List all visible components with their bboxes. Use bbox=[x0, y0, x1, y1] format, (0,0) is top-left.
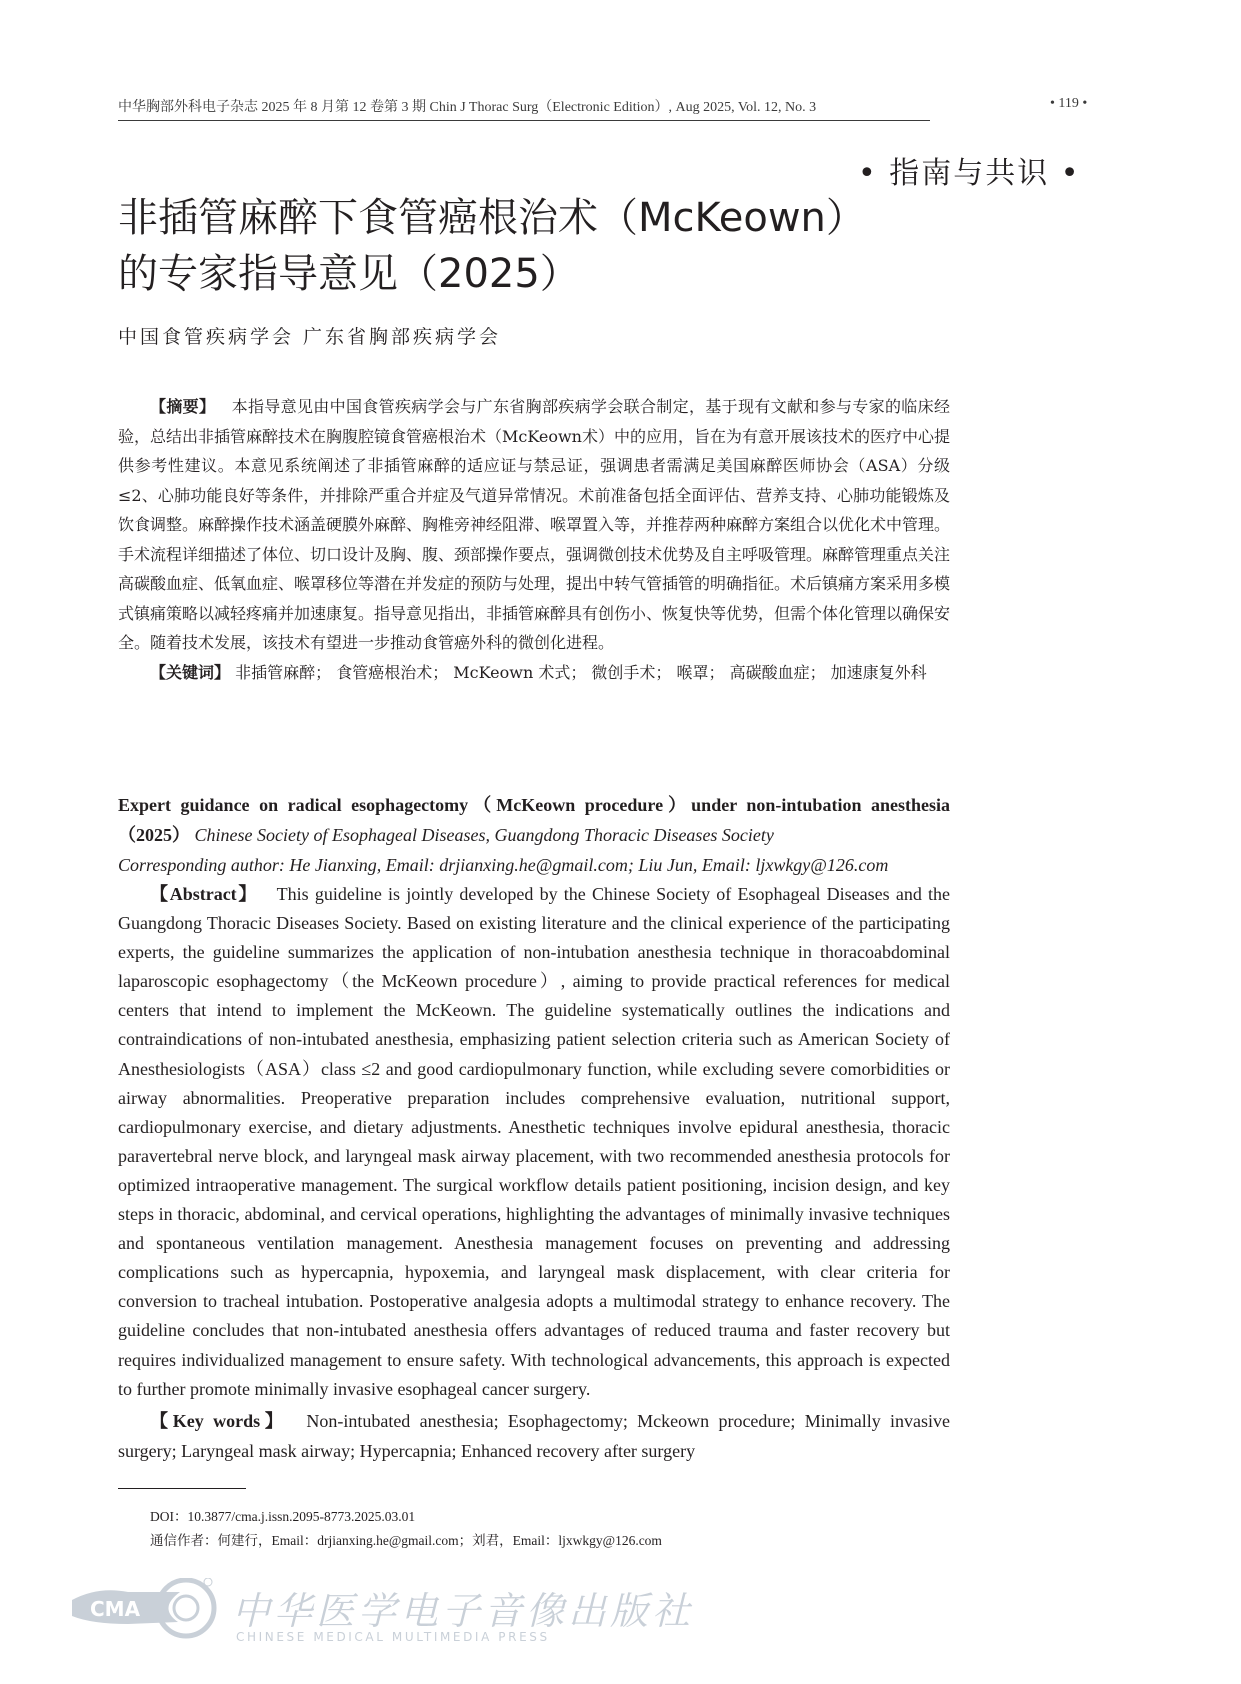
abstract-cn-label: 【摘要】 bbox=[150, 397, 216, 416]
publisher-name-en: CHINESE MEDICAL MULTIMEDIA PRESS bbox=[236, 1630, 550, 1644]
keywords-cn-paragraph bbox=[118, 658, 950, 688]
abstract-cn bbox=[118, 392, 950, 687]
title-line-1: 非插管麻醉下食管癌根治术（McKeown） bbox=[118, 195, 866, 241]
english-heading bbox=[118, 790, 950, 850]
footnote-divider bbox=[118, 1488, 246, 1489]
title-line-2: 的专家指导意见（2025） bbox=[118, 251, 580, 297]
english-section bbox=[118, 790, 950, 1466]
keywords-en-text: Non-intubated anesthesia; Esophagectomy; Mckeown procedure; Minimally invasive surgery; Laryngeal mask airway; Hypercapnia; Enhanced recovery after surgery bbox=[118, 1410, 950, 1461]
keywords-cn-text: 非插管麻醉； 食管癌根治术； McKeown 术式； 微创手术； 喉罩； 高碳酸血症； 加速康复外科 bbox=[235, 662, 927, 682]
abstract-cn-text: 本指导意见由中国食管疾病学会与广东省胸部疾病学会联合制定，基于现有文献和参与专家的临床经验，总结出非插管麻醉技术在胸腹腔镜食管癌根治术（McKeown术）中的应用，旨在为有意开展该技术的医疗中心提供参考性建议。本意见系统阐述了非插管麻醉的适应证与禁忌证，强调患者需满足美国麻醉医师协会（ASA）分级≤2、心肺功能良好等条件，并排除严重合并症及气道异常情况。术前准备包括全面评估、营养支持、心肺功能锻炼及饮食调整。麻醉操作技术涵盖硬膜外麻醉、胸椎旁神经阻滞、喉罩置入等，并推荐两种麻醉方案组合以优化术中管理。手术流程详细描述了体位、切口设计及胸、腹、颈部操作要点，强调微创技术优势及自主呼吸管理。麻醉管理重点关注高碳酸血症、低氧血症、喉罩移位等潜在并发症的预防与处理，提出中转气管插管的明确指征。术后镇痛方案采用多模式镇痛策略以减轻疼痛并加速康复。指导意见指出，非插管麻醉具有创伤小、恢复快等优势，但需个体化管理以确保安全。随着技术发展，该技术有望进一步推动食管癌外科的微创化进程。 bbox=[118, 397, 951, 652]
article-title-cn bbox=[118, 190, 978, 302]
abstract-en-label: 【Abstract】 bbox=[150, 884, 259, 904]
keywords-en-paragraph bbox=[118, 1406, 950, 1466]
abstract-en-text: This guideline is jointly developed by the Chinese Society of Esophageal Diseases and the Guangdong Thoracic Diseases Society. Based on existing literature and the clinical experience of the participating experts, the guideline summarizes the application of non-intubation anesthesia technique in thoracoabdominal laparoscopic esophagectomy（the McKeown procedure）, aiming to provide practical references for medical centers that intend to implement the McKeown. The guideline systematically outlines the indications and contraindications of non-intubated anesthesia, emphasizing patient selection criteria such as American Society of Anesthesiologists（ASA）class ≤2 and good cardiopulmonary function, while excluding severe comorbidities or airway abnormalities. Preoperative preparation includes comprehensive evaluation, nutritional support, cardiopulmonary exercise, and dietary adjustments. Anesthetic techniques involve epidural anesthesia, thoracic paravertebral nerve block, and laryngeal mask airway placement, with two recommended anesthesia protocols for optimized intraoperative management. The surgical workflow details patient positioning, incision design, and key steps in thoracic, abdominal, and cervical operations, highlighting the advantages of minimally invasive techniques and spontaneous ventilation management. Anesthesia management focuses on preventing and addressing complications such as hypercapnia, hypoxemia, and laryngeal mask displacement, with clear criteria for conversion to tracheal intubation. Postoperative analgesia adopts a multimodal strategy to enhance recovery. The guideline concludes that non-intubated anesthesia offers advantages of reduced trauma and faster recovery but requires individualized management to ensure safety. With technological advancements, this approach is expected to further promote minimally invasive esophageal cancer surgery. bbox=[118, 884, 950, 1399]
corresponding-author: Corresponding author: He Jianxing, Email: drjianxing.he@gmail.com; Liu Jun, Email: ljxwkgy@126.com bbox=[118, 855, 889, 875]
english-title: Expert guidance on radical esophagectomy（McKeown procedure）under non-intubation anesthesia（2025） bbox=[118, 795, 950, 845]
abstract-cn-paragraph bbox=[118, 392, 950, 658]
keywords-en-label: 【Key words】 bbox=[150, 1410, 288, 1431]
authors-cn: 中国食管疾病学会 广东省胸部疾病学会 bbox=[118, 326, 502, 348]
page-number: • 119 • bbox=[1050, 96, 1088, 111]
english-societies: Chinese Society of Esophageal Diseases, Guangdong Thoracic Diseases Society bbox=[194, 825, 774, 845]
doi: DOI：10.3877/cma.j.issn.2095-8773.2025.03.01 bbox=[150, 1509, 416, 1524]
footnotes bbox=[150, 1505, 662, 1553]
column-label: • 指南与共识 • bbox=[858, 156, 1081, 191]
running-header: 中华胸部外科电子杂志 2025 年 8 月第 12 卷第 3 期 Chin J Thorac Surg（Electronic Edition）, Aug 2025, Vol. 12, No. 3 bbox=[118, 96, 930, 121]
publisher-name-cn: 中华医学电子音像出版社 bbox=[232, 1589, 695, 1633]
logo-text: CMA bbox=[90, 1597, 141, 1621]
correspondence-note: 通信作者：何建行，Email：drjianxing.he@gmail.com；刘君，Email：ljxwkgy@126.com bbox=[150, 1533, 662, 1548]
keywords-cn-label: 【关键词】 bbox=[150, 662, 231, 682]
abstract-en-paragraph bbox=[118, 880, 950, 1404]
